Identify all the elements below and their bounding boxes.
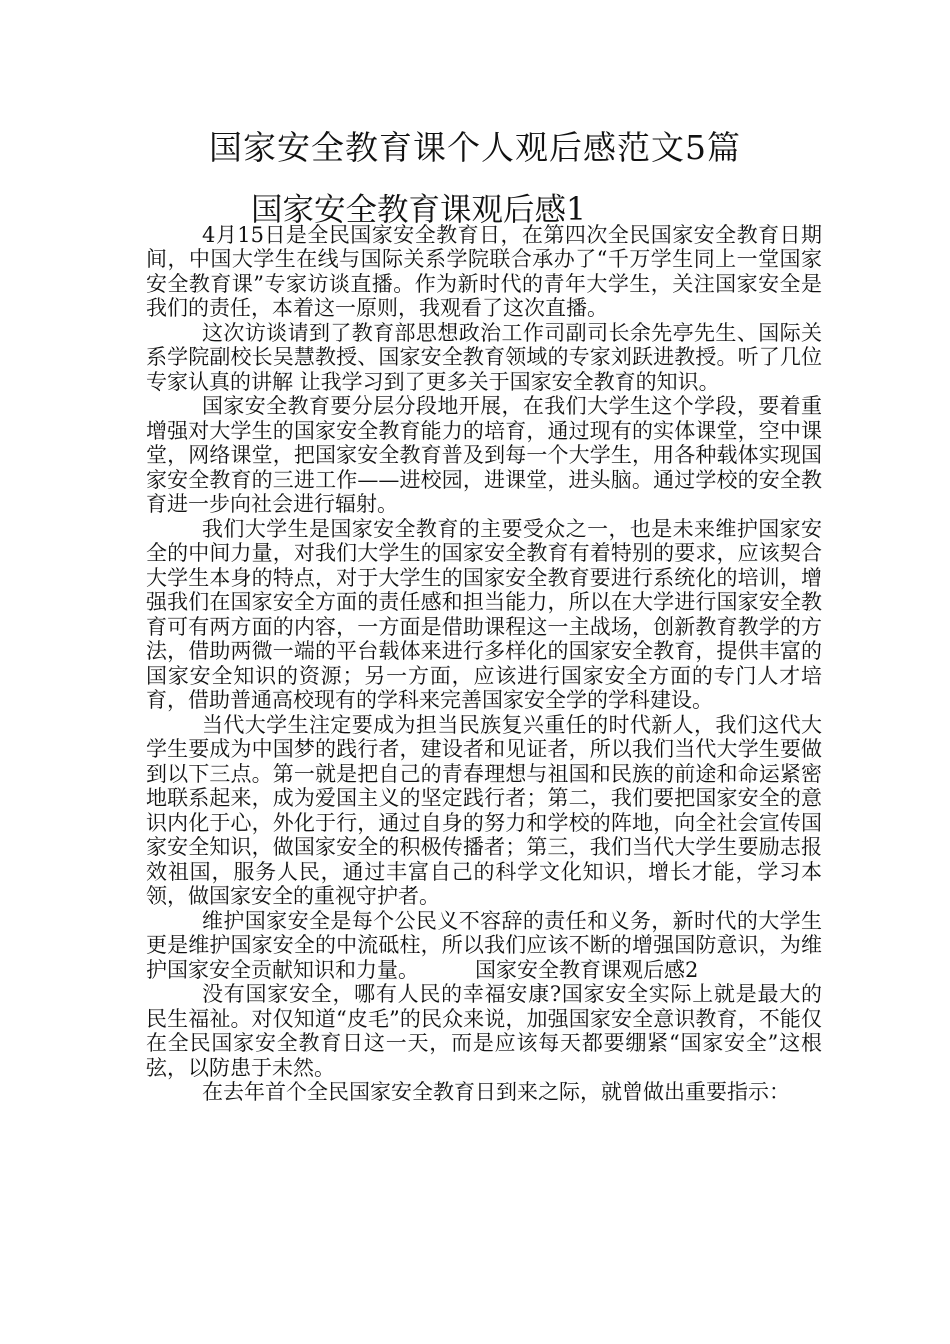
- paragraph: 这次访谈请到了教育部思想政治工作司副司长余先亭先生、国际关系学院副校长吴慧教授、国家安全教育领域的专家刘跃进教授。听了几位专家认真的讲解 让我学习到了更多关于国家安全教育的知识。: [146, 320, 822, 394]
- paragraph: 没有国家安全，哪有人民的幸福安康?国家安全实际上就是最大的民生福祉。对仅知道“皮毛”的民众来说，加强国家安全意识教育，不能仅在全民国家安全教育日这一天，而是应该每天都要绷紧“国家安全”这根弦，以防患于未然。: [146, 982, 822, 1080]
- paragraph: 我们大学生是国家安全教育的主要受众之一，也是未来维护国家安全的中间力量，对我们大学生的国家安全教育有着特别的要求，应该契合大学生本身的特点，对于大学生的国家安全教育要进行系统化的培训，增强我们在国家安全方面的责任感和担当能力，所以在大学进行国家安全教育可有两方面的内容，一方面是借助课程这一主战场，创新教育教学的方法，借助两微一端的平台载体来进行多样化的国家安全教育，提供丰富的国家安全知识的资源；另一方面，应该进行国家安全方面的专门人才培育，借助普通高校现有的学科来完善国家安全学的学科建设。: [146, 516, 822, 712]
- section-heading-2: 国家安全教育课观后感2: [475, 957, 699, 982]
- section-heading-1: 国家安全教育课观后感1: [251, 192, 587, 228]
- paragraph: 国家安全教育要分层分段地开展，在我们大学生这个学段，要着重增强对大学生的国家安全教育能力的培育，通过现有的实体课堂，空中课堂，网络课堂，把国家安全教育普及到每一个大学生，用各种载体实现国家安全教育的三进工作——进校园，进课堂，进头脑。通过学校的安全教育进一步向社会进行辐射。: [146, 394, 822, 516]
- paragraph: 4月15日是全民国家安全教育日，在第四次全民国家安全教育日期间，中国大学生在线与国际关系学院联合承办了“千万学生同上一堂国家安全教育课”专家访谈直播。作为新时代的青年大学生，关注国家安全是我们的责任，本着这一原则，我观看了这次直播。: [146, 222, 822, 320]
- paragraph: 在去年首个全民国家安全教育日到来之际，就曾做出重要指示：: [202, 1080, 790, 1104]
- paragraph-with-inline-heading: [146, 909, 822, 983]
- paragraph: 当代大学生注定要成为担当民族复兴重任的时代新人，我们这代大学生要成为中国梦的践行者，建设者和见证者，所以我们当代大学生要做到以下三点。第一就是把自己的青春理想与祖国和民族的前途和命运紧密地联系起来，成为爱国主义的坚定践行者；第二，我们要把国家安全的意识内化于心，外化于行，通过自身的努力和学校的阵地，向全社会宣传国家安全知识，做国家安全的积极传播者；第三，我们当代大学生要励志报效祖国，服务人民，通过丰富自己的科学文化知识，增长才能，学习本领，做国家安全的重视守护者。: [146, 712, 822, 908]
- document-title: 国家安全教育课个人观后感范文5篇: [209, 128, 741, 167]
- document-body: [146, 192, 822, 1105]
- paragraph-text: 维护国家安全是每个公民义不容辞的责任和义务，新时代的大学生更是维护国家安全的中流砥柱，所以我们应该不断的增强国防意识，为维护国家安全贡献知识和力量。: [146, 908, 822, 982]
